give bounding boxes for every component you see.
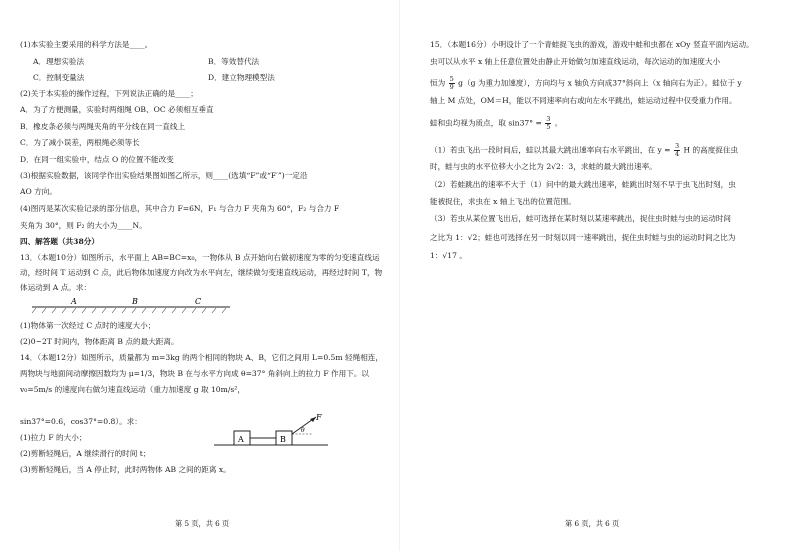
sin-fraction-bottom: 5 [546,123,551,131]
q14-sub3: (3)剪断轻绳后，当 A 停止时，此时两物体 AB 之间的距离 x。 [20,465,231,474]
q-operation-option-d: D．在同一组实验中，结点 O 的位置不能改变 [20,155,174,164]
height-fraction [674,143,680,158]
q15-sub3-line1: （3）若虫从某位置飞出后，蛙可选择在某时刻以某速率跳出，捉住虫时蛙与虫的运动时间 [430,214,731,223]
q15-sub2-line2: 能被捉住，求虫在 x 轴上飞出的位置范围。 [430,197,576,206]
accel-fraction [449,76,455,91]
accel-fraction-bottom: 9 [449,83,454,91]
block-b-label: B [280,435,286,444]
q15-sub1-line2: 时，蛙与虫的水平位移大小之比为 2√2：3，求蛙的最大跳出速率。 [430,162,657,171]
q15-sub3-line3: 1：√17 。 [430,251,467,260]
q14-sub1: (1)拉力 F 的大小； [20,433,87,442]
height-fraction-bottom: 4 [674,150,680,158]
q-force-line1: (4)图丙是某次实验记录的部分信息，其中合力 F=6N，F₁ 与合力 F 夹角为 60°，F₂ 与合力 F [20,204,340,213]
q-operation-option-b: B．橡皮条必须与两绳夹角的平分线在同一直线上 [20,122,186,131]
q-force-line2: 夹角为 30°，则 F₂ 的大小为____N。 [20,221,147,230]
q15-line1: 15．（本题16分）小明设计了一个青蛙捉飞虫的游戏，游戏中蛙和虫都在 xOy 竖直平面内运动。 [430,40,754,49]
q-operation-option-a: A．为了方便测量，实验时两细绳 OB、OC 必须相互垂直 [20,105,214,114]
sin-fraction [545,116,551,131]
point-c-label: C [195,297,202,306]
height-fraction-top: 3 [674,142,680,150]
q15-sub1-line1-start: （1）若虫飞出一段时间后，蛙以其最大跳出速率向右水平跳出，在 y = [430,145,671,155]
q15-line5-start: 蛙和虫均视为质点，取 sin37° = [430,118,542,128]
q15-line3 [430,76,742,91]
q-method-stem: (1)本实验主要采用的科学方法是____。 [20,40,153,49]
q15-sub3-line2: 之比为 1：√2；蛙也可选择在另一时刻以同一速率跳出，捉住虫时蛙与虫的运动时间之比为 [430,233,736,242]
q15-sub1-line1-end: H 的高度捉住虫 [683,145,739,155]
q15-line4: 轴上 M 点处，OM＝H，能以不同速率向右或向左水平跳出，蛙运动过程中仅受重力作用。 [430,96,737,105]
force-label: F [316,413,322,422]
q15-line5-end: 。 [554,118,563,128]
ground-hatching [32,308,226,313]
right-footer: 第 6 页，共 6 页 [565,519,620,528]
q14-diagram [212,412,332,450]
q15-line3-start: 恒为 [430,78,446,88]
q14-sub2: (2)剪断轻绳后，A 继续滑行的时间 t； [20,449,151,458]
accel-fraction-top: 5 [449,75,454,83]
q13-sub2: (2)0~2T 时间内，物体距离 B 点的最大距离。 [20,337,179,346]
q15-line2: 虫可以从水平 x 轴上任意位置处由静止开始做匀加速直线运动，每次运动的加速度大小 [430,57,721,66]
q14-trig: sin37°=0.6，cos37°=0.8）。求： [20,417,142,426]
q13-diagram [30,293,235,315]
left-footer: 第 5 页，共 6 页 [175,519,230,528]
q-operation-stem: (2)关于本实验的操作过程，下列说法正确的是____； [20,89,198,98]
q15-sub1-line1 [430,143,738,158]
q15-line3-end: g（g 为重力加速度），方向均与 x 轴负方向成37°斜向上（x 轴向右为正）。蛙位于 y [458,78,742,88]
block-a-label: A [238,435,244,444]
q-operation-option-c: C．为了减小误差，两根绳必须等长 [20,138,140,147]
q15-sub2-line1: （2）若蛙跳出的速率不大于（1）问中的最大跳出速率，蛙跳出时刻不早于虫飞出时刻，虫 [430,180,736,189]
q15-line5 [430,116,562,131]
angle-label: θ [301,427,305,434]
sin-fraction-top: 3 [546,115,551,123]
q13-sub1: (1)物体第一次经过 C 点时的速度大小； [20,321,156,330]
q-data-line1: (3)根据实验数据，该同学作出实验结果图如图乙所示，则____(选填“F”或“F′”)一定沿 [20,171,308,180]
section-title: 四、解答题（共38分） [20,237,99,246]
q14-text: 14．（本题12分）如图所示，质量都为 m=3kg 的两个相同的物块 A、B，它们之间用 L=0.5m 轻绳相连，两物块与地面间动摩擦因数均为 μ=1/3，物块 B 在与水平方向成 θ=37° 角斜向上的拉力 F 作用下。以 v₀=5m/s 的速度向右做匀速直线运动（重力加速度 g 取 10m/s²， [20,353,383,394]
point-a-label: A [71,297,77,306]
q13-text: 13．（本题10分）如图所示，水平面上 AB=BC=x₀，一物体从 B 点开始向右做初速度为零的匀变速直线运动，经时间 T 运动到 C 点，此后物体加速度方向改为水平向左，继续做匀变速直线运动，再经过时间 T，物体运动到 A 点。求： [20,253,383,292]
q-method-option-b: B．等效替代法 [208,57,260,66]
point-b-label: B [132,297,138,306]
q-method-option-d: D．建立物理模型法 [208,73,275,82]
q-method-option-c: C．控制变量法 [33,73,85,82]
q-data-line2: AO 方向。 [20,187,57,196]
q-method-option-a: A．理想实验法 [33,57,85,66]
right-page [400,0,800,551]
